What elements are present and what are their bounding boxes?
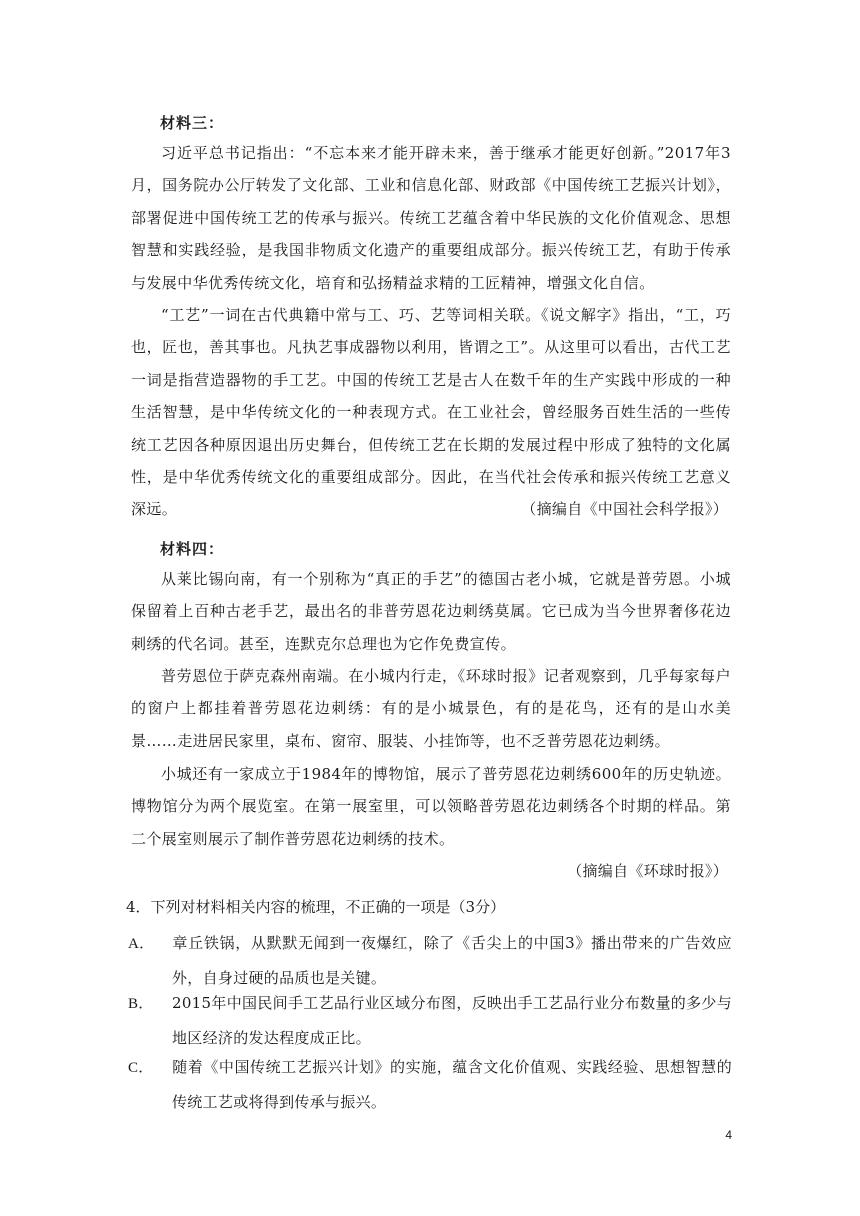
option-b-letter: B． — [128, 996, 154, 1012]
option-b-text: 2015年中国民间手工艺品行业区域分布图，反映出手工艺品行业分布数量的多少与地区经济的发达程度成正比。 — [172, 994, 732, 1047]
question-stem: 4．下列对材料相关内容的梳理，不正确的一项是（3分） — [126, 898, 506, 916]
option-b — [128, 986, 732, 1055]
page-number: 4 — [725, 1128, 732, 1142]
option-c — [128, 1050, 732, 1119]
option-c-letter: C． — [128, 1060, 154, 1076]
material3-paragraph-1: 习近平总书记指出：“不忘本来才能开辟未来，善于继承才能更好创新。”2017年3月，国务院办公厅转发了文化部、工业和信息化部、财政部《中国传统工艺振兴计划》，部署促进中国传统工艺的传承与振兴。传统工艺蕴含着中华民族的文化价值观念、思想智慧和实践经验，是我国非物质文化遗产的重要组成部分。振兴传统工艺，有助于传承与发展中华优秀传统文化，培育和弘扬精益求精的工匠精神，增强文化自信。 — [131, 144, 731, 292]
material3-heading: 材料三： — [160, 115, 225, 132]
option-c-text: 随着《中国传统工艺振兴计划》的实施，蕴含文化价值观、实践经验、思想智慧的传统工艺或将得到传承与振兴。 — [172, 1058, 732, 1111]
material3-source: （摘编自《中国社会科学报》） — [521, 500, 728, 518]
option-a-text: 章丘铁锅，从默默无闻到一夜爆红，除了《舌尖上的中国3》播出带来的广告效应外，自身过硬的品质也是关键。 — [172, 934, 732, 987]
option-a-letter: A． — [128, 936, 155, 952]
option-a — [128, 926, 732, 995]
material4-paragraph-3: 小城还有一家成立于1984年的博物馆，展示了普劳恩花边刺绣600年的历史轨迹。博物馆分为两个展览室。在第一展室里，可以领略普劳恩花边刺绣各个时期的样品。第二个展室则展示了制作普劳恩花边刺绣的技术。 — [131, 765, 731, 848]
material4-paragraph-2: 普劳恩位于萨克森州南端。在小城内行走，《环球时报》记者观察到，几乎每家每户的窗户上都挂着普劳恩花边刺绣：有的是小城景色，有的是花鸟，还有的是山水美景……走进居民家里，桌布、窗帘、服装、小挂饰等，也不乏普劳恩花边刺绣。 — [131, 667, 731, 750]
material3-paragraph-2: “工艺”一词在古代典籍中常与工、巧、艺等词相关联。《说文解字》指出，“工，巧也，匠也，善其事也。凡执艺事成器物以利用，皆谓之工”。从这里可以看出，古代工艺一词是指营造器物的手工艺。中国的传统工艺是古人在数千年的生产实践中形成的一种生活智慧，是中华传统文化的一种表现方式。在工业社会，曾经服务百姓生活的一些传统工艺因各种原因退出历史舞台，但传统工艺在长期的发展过程中形成了独特的文化属性，是中华优秀传统文化的重要组成部分。因此，在当代社会传承和振兴传统工艺意义深远。 — [131, 306, 731, 519]
material4-heading: 材料四： — [160, 541, 225, 558]
material4-source: （摘编自《环球时报》） — [567, 862, 728, 880]
material4-paragraph-1: 从莱比锡向南，有一个别称为“真正的手艺”的德国古老小城，它就是普劳恩。小城保留着上百种古老手艺，最出名的非普劳恩花边刺绣莫属。它已成为当今世界奢侈花边刺绣的代名词。甚至，连默克尔总理也为它作免费宣传。 — [131, 570, 731, 653]
